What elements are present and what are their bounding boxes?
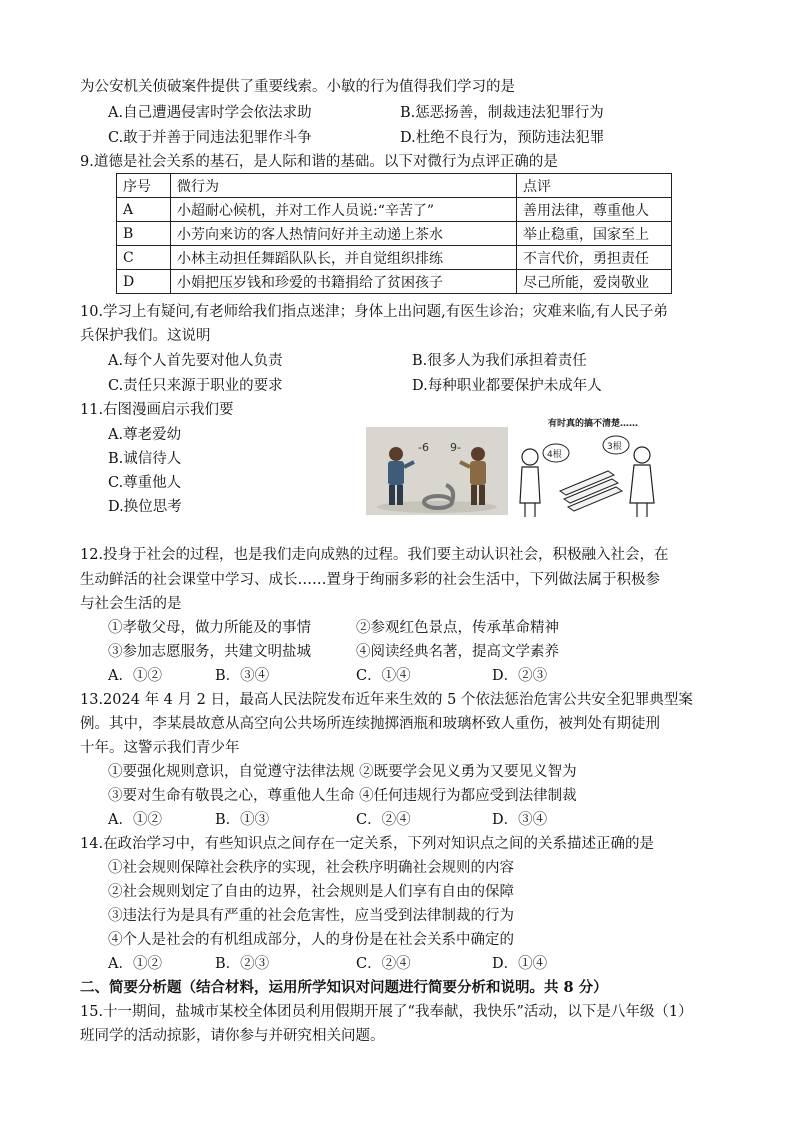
- q11-option-d: D.换位思考: [108, 499, 182, 515]
- q13-items-line2: ③要对生命有敬畏之心，尊重他人生命 ④任何违规行为都应受到法律制裁: [108, 788, 577, 804]
- q11-option-b: B.诚信待人: [108, 451, 182, 467]
- q13-stem-line1: 13.2024 年 4 月 2 日，最高人民法院发布近年来生效的 5 个依法惩治危害公共安全犯罪典型案: [80, 692, 693, 708]
- q15-line1: 15.十一期间，盐城市某校全体团员利用假期开展了“我奉献，我快乐”活动，以下是八年级（1）: [80, 1004, 693, 1020]
- comic-right-bubble: 3根: [607, 442, 622, 452]
- q8-stem-tail: 为公安机关侦破案件提供了重要线索。小敏的行为值得我们学习的是: [80, 79, 515, 95]
- table-cell: C: [117, 246, 171, 270]
- q13-choice-d: D．③④: [492, 812, 548, 828]
- table-cell: A: [117, 198, 171, 222]
- comic-six-nine-illustration: [366, 427, 508, 515]
- q8-option-d: D.杜绝不良行为，预防违法犯罪: [400, 130, 605, 146]
- q14-choice-d: D．①④: [492, 956, 548, 972]
- q9-stem: 9.道德是社会关系的基石，是人际和谐的基础。以下对微行为点评正确的是: [80, 154, 558, 170]
- q10-option-d: D.每种职业都要保护未成年人: [412, 378, 602, 394]
- q14-item-4: ④个人是社会的有机组成部分，人的身份是在社会关系中确定的: [108, 932, 514, 948]
- q10-option-c: C.责任只来源于职业的要求: [108, 378, 283, 394]
- q12-item-3: ③参加志愿服务，共建文明盐城: [108, 644, 311, 660]
- table-cell: 小娟把压岁钱和珍爱的书籍捐给了贫困孩子: [171, 270, 517, 294]
- q11-option-a: A.尊老爱幼: [108, 427, 182, 443]
- q12-item-1: ①孝敬父母，做力所能及的事情: [108, 620, 311, 636]
- q12-choice-c: C．①④: [356, 668, 411, 684]
- q9-table: [116, 173, 672, 294]
- q10-option-b: B.很多人为我们承担着责任: [412, 353, 587, 369]
- table-cell: B: [117, 222, 171, 246]
- q13-stem-line3: 十年。这警示我们青少年: [80, 740, 240, 756]
- table-cell: 不言代价，勇担责任: [517, 246, 672, 270]
- q8-option-b: B.惩恶扬善，制裁违法犯罪行为: [400, 105, 604, 121]
- q14-stem: 14.在政治学习中，有些知识点之间存在一定关系，下列对知识点之间的关系描述正确的是: [80, 836, 655, 852]
- q14-choice-c: C．②④: [356, 956, 411, 972]
- comic-left-label: -6: [418, 441, 429, 454]
- q12-choice-b: B．③④: [215, 668, 270, 684]
- comic-right-label: 9-: [450, 441, 461, 454]
- q10-stem-line1: 10.学习上有疑问,有老师给我们指点迷津；身体上出问题,有医生诊治；灾难来临,有人民子弟: [80, 304, 668, 320]
- section-heading: 二、简要分析题（结合材料，运用所学知识对问题进行简要分析和说明。共 8 分）: [80, 979, 608, 996]
- table-cell: D: [117, 270, 171, 294]
- table-cell: 小林主动担任舞蹈队队长，并自觉组织排练: [171, 246, 517, 270]
- q12-item-4: ④阅读经典名著，提高文学素养: [356, 644, 559, 660]
- q12-choice-d: D．②③: [492, 668, 548, 684]
- table-row: [117, 246, 672, 270]
- table-cell: 小超耐心候机，并对工作人员说:“辛苦了”: [171, 198, 517, 222]
- table-row: [117, 198, 672, 222]
- q10-stem-line2: 兵保护我们。这说明: [80, 328, 211, 344]
- table-cell: 尽己所能，爱岗敬业: [517, 270, 672, 294]
- q12-stem-line2: 生动鲜活的社会课堂中学习、成长……置身于绚丽多彩的社会生活中，下列做法属于积极参: [80, 572, 660, 588]
- q12-item-2: ②参观红色景点，传承革命精神: [356, 620, 559, 636]
- q13-choice-a: A．①②: [108, 812, 162, 828]
- comic-counting-sticks-illustration: [516, 413, 666, 521]
- q12-stem-line3: 与社会生活的是: [80, 596, 182, 612]
- q13-choice-c: C．②④: [356, 812, 411, 828]
- table-cell: 善用法律，尊重他人: [517, 198, 672, 222]
- q14-choice-a: A．①②: [108, 956, 162, 972]
- q14-choice-b: B．②③: [215, 956, 270, 972]
- table-header-cell: 点评: [517, 174, 672, 198]
- comic-left-bubble: 4根: [547, 450, 562, 460]
- q13-choice-b: B．①③: [215, 812, 270, 828]
- table-cell: 举止稳重，国家至上: [517, 222, 672, 246]
- table-header-cell: 序号: [117, 174, 171, 198]
- q8-option-a: A.自己遭遇侵害时学会依法求助: [108, 105, 312, 121]
- table-row: [117, 222, 672, 246]
- q14-item-2: ②社会规则划定了自由的边界，社会规则是人们享有自由的保障: [108, 884, 514, 900]
- table-cell: 小芳向来访的客人热情问好并主动递上茶水: [171, 222, 517, 246]
- q12-stem-line1: 12.投身于社会的过程，也是我们走向成熟的过程。我们要主动认识社会，积极融入社会，在: [80, 547, 669, 563]
- q14-item-3: ③违法行为是具有严重的社会危害性，应当受到法律制裁的行为: [108, 908, 514, 924]
- comic-caption: 有时真的搞不清楚……: [548, 419, 639, 429]
- q13-items-line1: ①要强化规则意识，自觉遵守法律法规 ②既要学会见义勇为又要见义智为: [108, 764, 577, 780]
- q12-choice-a: A．①②: [108, 668, 162, 684]
- q15-line2: 班同学的活动掠影，请你参与并研究相关问题。: [80, 1028, 385, 1044]
- q10-option-a: A.每个人首先要对他人负责: [108, 353, 283, 369]
- q14-item-1: ①社会规则保障社会秩序的实现，社会秩序明确社会规则的内容: [108, 860, 514, 876]
- q11-stem: 11.右图漫画启示我们要: [80, 402, 234, 418]
- table-row: [117, 270, 672, 294]
- table-header-cell: 微行为: [171, 174, 517, 198]
- q13-stem-line2: 例。其中，李某晨故意从高空向公共场所连续抛掷酒瓶和玻璃杯致人重伤，被判处有期徒刑: [80, 716, 660, 732]
- q9-table-header: [117, 174, 672, 198]
- q11-option-c: C.尊重他人: [108, 475, 182, 491]
- q8-option-c: C.敢于并善于同违法犯罪作斗争: [108, 130, 312, 146]
